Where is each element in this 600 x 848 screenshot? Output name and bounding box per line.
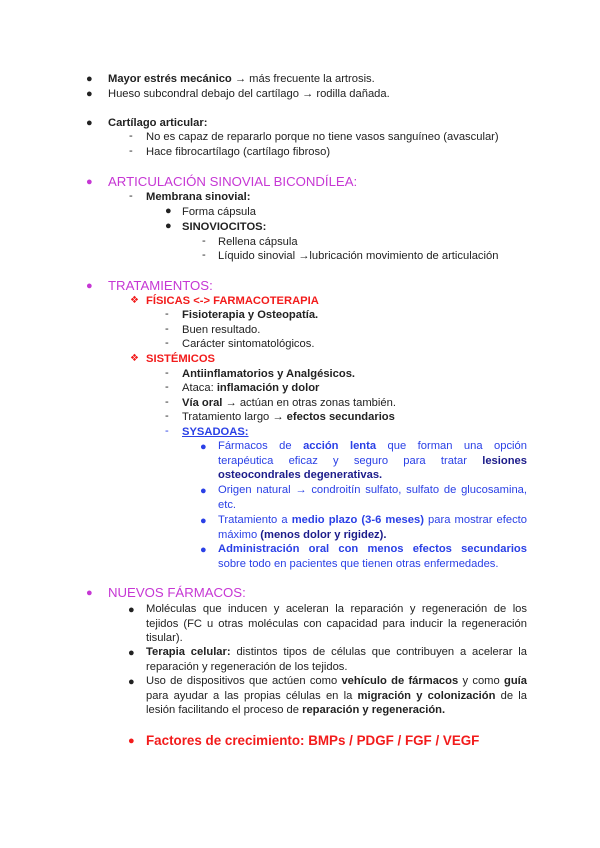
nuevos-item-2	[146, 645, 527, 674]
factores-crecimiento: Factores de crecimiento: BMPs / PDGF / FGF / VEGF	[146, 733, 480, 748]
bold-text: Mayor estrés mecánico	[108, 73, 232, 85]
sysadoas-item-3	[218, 513, 527, 542]
bold-text: vehículo de fármacos	[341, 675, 459, 687]
bullet-dot: ●	[86, 88, 93, 100]
bold-text: migración y colonización	[357, 689, 496, 702]
fisioterapia: Fisioterapia y Osteopatía.	[182, 309, 319, 321]
dash: -	[129, 145, 133, 157]
text: Ataca:	[182, 382, 217, 394]
diamond-bullet-icon: ❖	[130, 295, 139, 306]
bold-text: (menos dolor y rigidez).	[260, 528, 387, 541]
cartilago-detail-2: Hace fibrocartílago (cartílago fibroso)	[146, 146, 331, 158]
diamond-bullet-icon: ❖	[130, 353, 139, 364]
dash: -	[165, 367, 169, 379]
dash: -	[165, 410, 169, 422]
bullet-hueso-subcondral: Hueso subcondral debajo del cartílago → rodilla dañada.	[108, 88, 390, 100]
text: Uso de dispositivos que actúen como	[146, 675, 342, 687]
text: de la lesión facilitando el proceso de	[146, 689, 527, 717]
text: → más frecuente la artrosis.	[231, 73, 375, 85]
heading-nuevos-farmacos: NUEVOS FÁRMACOS:	[108, 585, 246, 600]
dash: -	[165, 337, 169, 349]
membrana-sinovial: Membrana sinovial:	[146, 191, 251, 203]
bullet-dot: ●	[128, 735, 135, 747]
bullet-dot: ●	[86, 176, 93, 188]
text: Tratamiento largo →	[182, 411, 287, 423]
antiinflamatorios: Antiinflamatorios y Analgésicos.	[182, 368, 356, 380]
dash: -	[165, 396, 169, 408]
bold-text: Administración oral con menos efectos secundarios	[218, 543, 527, 555]
text: Tratamiento a	[218, 514, 292, 526]
bold-text: guía	[504, 675, 527, 687]
text: sobre todo en pacientes que tienen otras enfermedades.	[218, 557, 499, 570]
rellena-capsula: Rellena cápsula	[218, 236, 298, 248]
buen-resultado: Buen resultado.	[182, 324, 261, 336]
liquido-sinovial: Líquido sinovial →lubricación movimiento de articulación	[218, 250, 499, 262]
text: para mostrar efecto máximo	[218, 514, 528, 541]
dash: -	[165, 308, 169, 320]
dash: -	[129, 190, 133, 202]
ataca	[182, 381, 319, 395]
bullet-dot: ●	[128, 676, 135, 688]
text: → actúan en otras zonas también.	[222, 397, 396, 409]
sysadoas-item-4	[218, 542, 527, 571]
heading-tratamientos: TRATAMIENTOS:	[108, 278, 213, 293]
bullet-dot: ●	[200, 515, 207, 527]
text: que forman una opción terapéutica eficaz y seguro para tratar	[218, 440, 527, 467]
text: para ayudar a las propias células en la	[146, 689, 358, 702]
bullet-dot: ●	[165, 205, 172, 217]
bullet-dot: ●	[86, 280, 93, 292]
bullet-dot: ●	[165, 220, 172, 232]
sysadoas-heading: SYSADOAS:	[182, 426, 249, 438]
sistemicos-heading: SISTÉMICOS	[146, 353, 215, 365]
bold-text: medio plazo (3-6 meses)	[291, 514, 424, 526]
dash: -	[202, 249, 206, 261]
bullet-dot: ●	[86, 117, 93, 129]
bold-text: reparación y regeneración.	[302, 704, 446, 717]
bullet-dot: ●	[86, 587, 93, 599]
dash: -	[165, 381, 169, 393]
bold-text: lesiones osteocondrales degenerativas.	[218, 454, 527, 482]
bold-text: inflamación y dolor	[216, 382, 320, 394]
dash: -	[202, 235, 206, 247]
bullet-dot: ●	[128, 647, 135, 659]
bullet-dot: ●	[200, 544, 207, 556]
bold-text: Terapia celular:	[146, 646, 231, 658]
nuevos-item-1: Moléculas que inducen y aceleran la reparación y regeneración de los tejidos (FC u otras moléculas con capacidad para inducir la regeneración tisular).	[146, 603, 527, 645]
tratamiento-largo	[182, 410, 395, 424]
bullet-dot: ●	[128, 604, 135, 616]
bullet-cartilago-articular: Cartílago articular:	[108, 117, 208, 129]
text: y como	[458, 675, 504, 687]
dash: -	[165, 323, 169, 335]
caracter-sintomatologico: Carácter sintomatológicos.	[182, 338, 315, 350]
cartilago-detail-1: No es capaz de repararlo porque no tiene vasos sanguíneo (avascular)	[146, 131, 499, 143]
bullet-dot: ●	[86, 73, 93, 85]
bullet-mayor-estres	[108, 72, 375, 86]
bold-text: Vía oral	[182, 397, 223, 409]
nuevos-item-3	[146, 674, 527, 718]
bullet-dot: ●	[200, 441, 207, 453]
via-oral	[182, 396, 396, 410]
sysadoas-item-2: Origen natural → condroitín sulfato, sulfato de glucosamina, etc.	[218, 484, 527, 511]
bold-text: acción lenta	[303, 440, 377, 452]
heading-sinovial: ARTICULACIÓN SINOVIAL BICONDÍLEA:	[108, 174, 358, 189]
dash: -	[129, 130, 133, 142]
text: distintos tipos de células que contribuyen a acelerar la reparación y regeneración de los tejidos.	[146, 646, 527, 673]
sysadoas-item-1	[218, 439, 527, 483]
sinoviocitos: SINOVIOCITOS:	[182, 221, 267, 233]
bold-text: efectos secundarios	[286, 411, 395, 423]
forma-capsula: Forma cápsula	[182, 206, 256, 218]
text: Fármacos de	[218, 440, 304, 452]
fisicas-heading: FÍSICAS <-> FARMACOTERAPIA	[146, 295, 319, 307]
dash: -	[165, 425, 169, 437]
bullet-dot: ●	[200, 485, 207, 497]
